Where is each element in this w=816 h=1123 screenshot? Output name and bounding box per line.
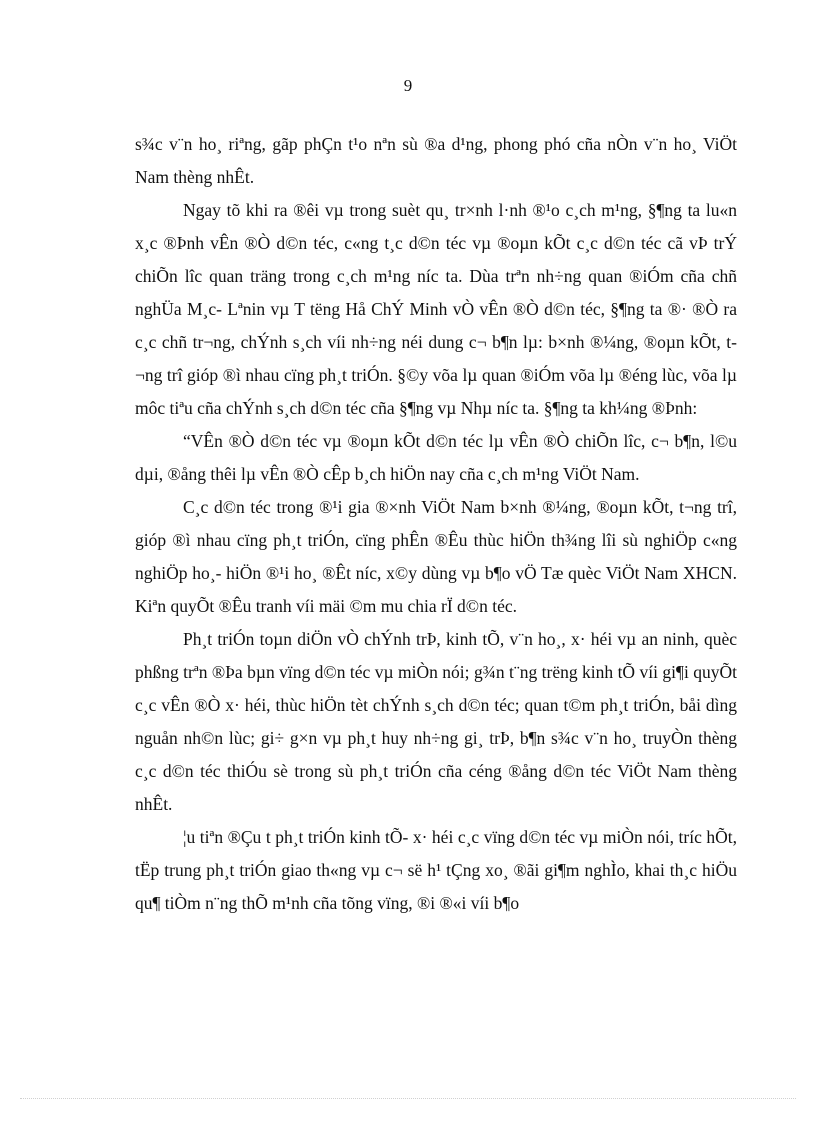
paragraph: ¦u tiªn ®Çu t ph¸t triÓn kinh tÕ- x· héi c¸c vïng d©n téc vµ miÒn nói, tríc hÕt, tËp trung ph¸t triÓn giao th«ng vµ c¬ së h¹ tÇng xo¸ ®ãi gi¶m nghÌo, khai th¸c hiÖu qu¶ tiÒm n¨ng thÕ m¹nh cña tõng vïng, ®i ®«i víi b¶o: [135, 827, 737, 913]
paragraph: Ph¸t triÓn toµn diÖn vÒ chÝnh trÞ, kinh tÕ, v¨n ho¸, x· héi vµ an ninh, quèc phßng trªn ®Þa bµn vïng d©n téc vµ miÒn nói; g¾n t¨ng trëng kinh tÕ víi gi¶i quyÕt c¸c vÊn ®Ò x· héi, thùc hiÖn tèt chÝnh s¸ch d©n téc; quan t©m ph¸t triÓn, båi dìng nguån nh©n lùc; gi÷ g×n vµ ph¸t huy nh÷ng gi¸ trÞ, b¶n s¾c v¨n ho¸ truyÒn thèng c¸c d©n téc thiÓu sè trong sù ph¸t triÓn cña céng ®ång d©n téc ViÖt Nam thèng nhÊt.: [135, 629, 737, 814]
paragraph: s¾c v¨n ho¸ riªng, gãp phÇn t¹o nªn sù ®a d¹ng, phong phó cña nÒn v¨n ho¸ ViÖt Nam thèng nhÊt.: [135, 134, 737, 187]
page-number: 9: [403, 76, 413, 95]
page-bottom-divider: [20, 1098, 796, 1099]
body-text: [135, 128, 737, 920]
paragraph: Ngay tõ khi ra ®êi vµ trong suèt qu¸ tr×nh l·nh ®¹o c¸ch m¹ng, §¶ng ta lu«n x¸c ®Þnh vÊn ®Ò d©n téc, c«ng t¸c d©n téc vµ ®oµn kÕt c¸c d©n téc cã vÞ trÝ chiÕn lîc quan träng trong c¸ch m¹ng níc ta. Dùa trªn nh÷ng quan ®iÓm cña chñ nghÜa M¸c- Lªnin vµ T tëng Hå ChÝ Minh vÒ vÊn ®Ò d©n téc, §¶ng ta ®· ®Ò ra c¸c chñ tr¬ng, chÝnh s¸ch víi nh÷ng néi dung c¬ b¶n lµ: b×nh ®¼ng, ®oµn kÕt, t¬ng trî gióp ®ì nhau cïng ph¸t triÓn. §©y võa lµ quan ®iÓm võa lµ ®éng lùc, võa lµ môc tiªu cña chÝnh s¸ch d©n téc cña §¶ng vµ Nhµ níc ta. §¶ng ta kh¼ng ®Þnh:: [135, 200, 737, 418]
paragraph: C¸c d©n téc trong ®¹i gia ®×nh ViÖt Nam b×nh ®¼ng, ®oµn kÕt, t¬ng trî, gióp ®ì nhau cïng ph¸t triÓn, cïng phÊn ®Êu thùc hiÖn th¾ng lîi sù nghiÖp c«ng nghiÖp ho¸- hiÖn ®¹i ho¸ ®Êt níc, x©y dùng vµ b¶o vÖ Tæ quèc ViÖt Nam XHCN. Kiªn quyÕt ®Êu tranh víi mäi ©m mu chia rÏ d©n téc.: [135, 497, 737, 616]
paragraph: “VÊn ®Ò d©n téc vµ ®oµn kÕt d©n téc lµ vÊn ®Ò chiÕn lîc, c¬ b¶n, l©u dµi, ®ång thêi lµ vÊn ®Ò cÊp b¸ch hiÖn nay cña c¸ch m¹ng ViÖt Nam.: [135, 431, 737, 484]
